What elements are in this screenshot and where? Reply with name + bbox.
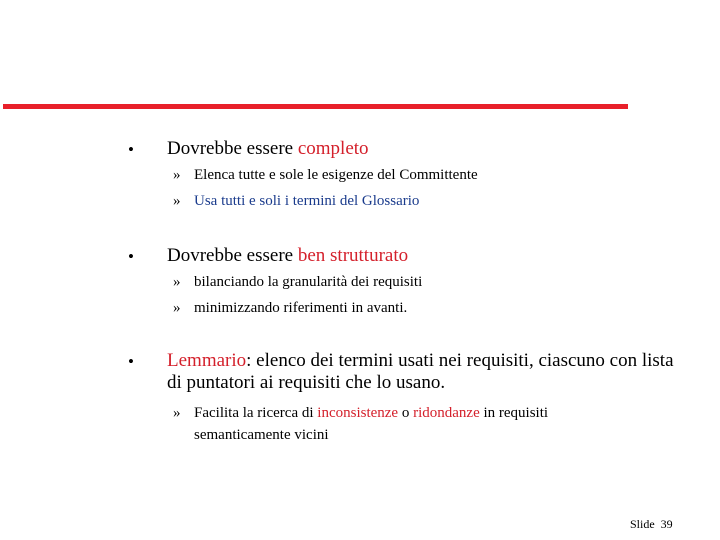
item2-sub2: minimizzando riferimenti in avanti. (194, 300, 408, 316)
slide-label: Slide (630, 517, 655, 531)
sub-marker: » (173, 405, 181, 421)
item2-sub1: bilanciando la granularità dei requisiti (194, 274, 423, 290)
sub-marker: » (173, 193, 181, 209)
item3-sub1-b: inconsistenze (317, 405, 399, 421)
item1-lead: Dovrebbe essere (167, 138, 298, 159)
item1-highlight: completo (297, 138, 369, 159)
item3-sub1-e: in requisiti semanticamente vicini (194, 405, 549, 443)
item3-sub1-c: o (398, 405, 414, 421)
sub-marker: » (173, 274, 181, 290)
item3-rest: : elenco dei termini usati nei requisiti, ciascuno con lista di puntatori ai requisiti che lo usano. (167, 350, 674, 393)
item3-sub1 (194, 402, 644, 446)
item3-sub1-a: Facilita la ricerca di (194, 405, 318, 421)
item2-lead: Dovrebbe essere (167, 245, 298, 266)
item1-text (167, 138, 369, 160)
title-rule (3, 104, 628, 109)
item3-text (167, 350, 677, 394)
item3-highlight: Lemmario (167, 350, 247, 371)
bullet-marker: • (128, 140, 134, 159)
slide-number (630, 516, 673, 532)
sub-marker: » (173, 167, 181, 183)
item2-highlight: ben strutturato (297, 245, 409, 266)
item1-sub2: Usa tutti e soli i termini del Glossario (194, 193, 420, 209)
item1-sub1: Elenca tutte e sole le esigenze del Committente (194, 167, 478, 183)
item2-text (167, 245, 408, 267)
slide-number-value: 39 (660, 517, 673, 531)
sub-marker: » (173, 300, 181, 316)
bullet-marker: • (128, 352, 134, 371)
bullet-marker: • (128, 247, 134, 266)
item3-sub1-d: ridondanze (413, 405, 480, 421)
